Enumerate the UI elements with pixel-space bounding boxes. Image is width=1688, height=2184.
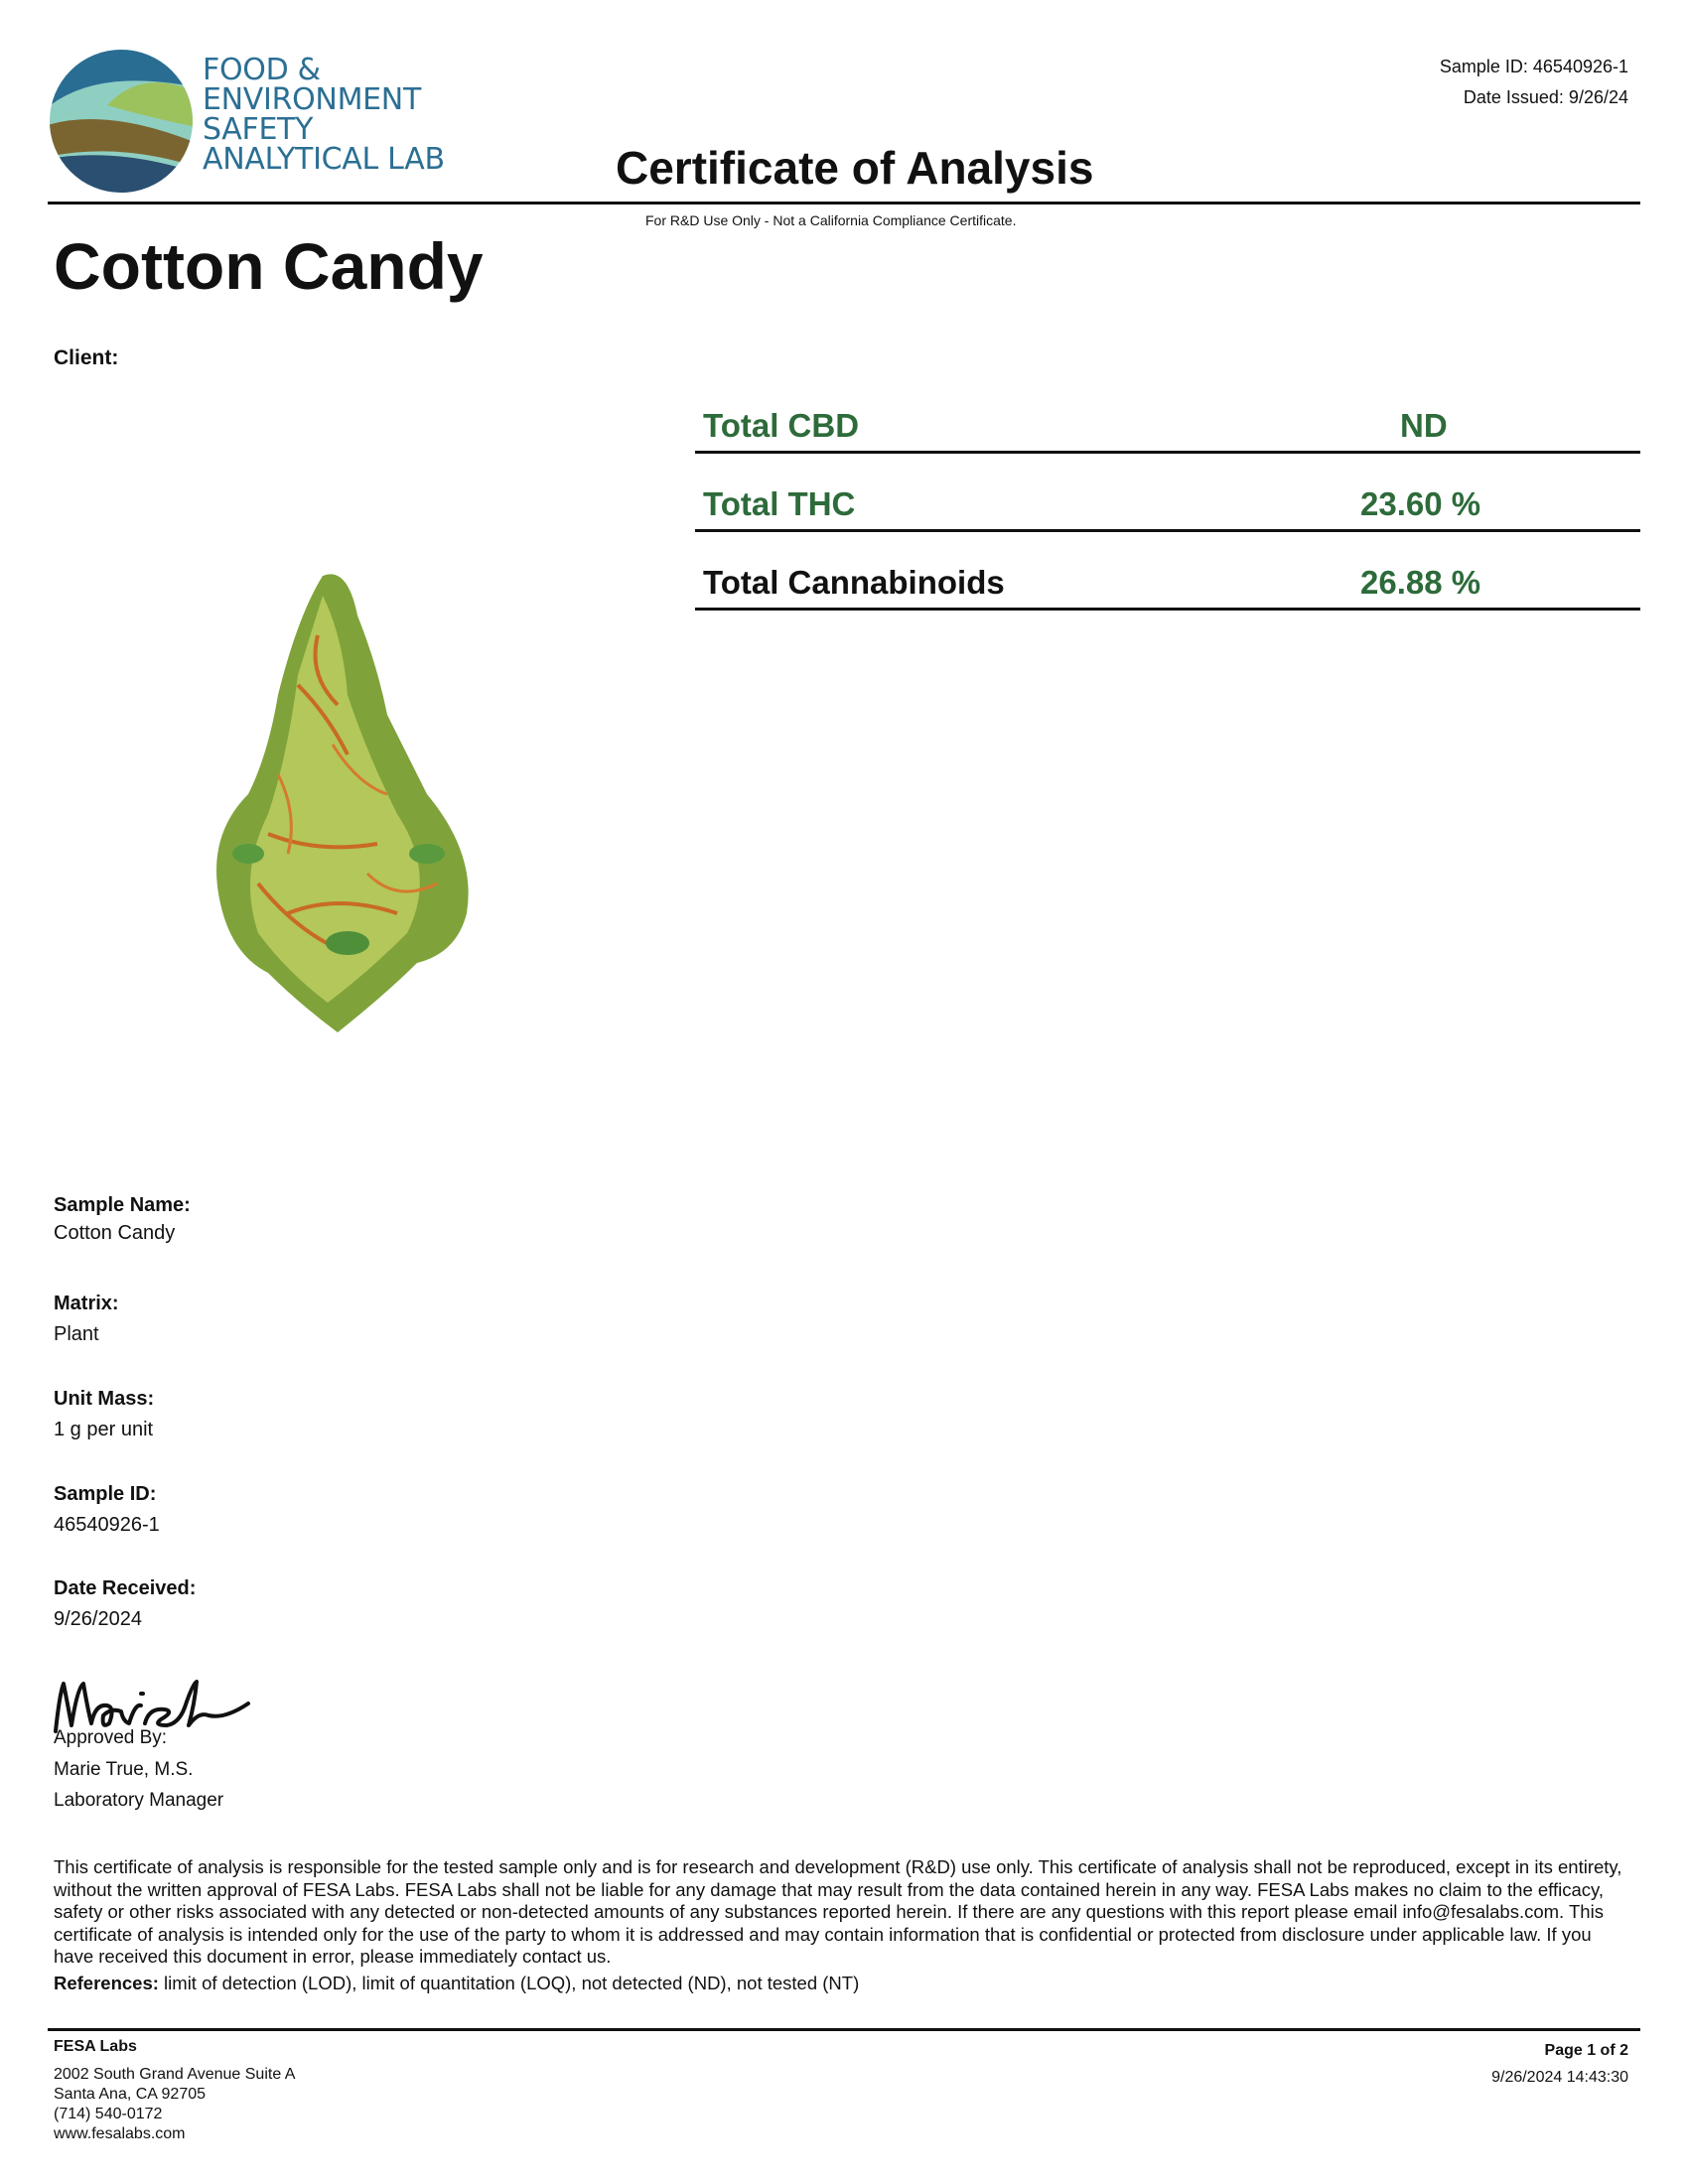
references — [54, 1973, 859, 1994]
date-received-value: 9/26/2024 — [54, 1608, 142, 1630]
summary-label: Total THC — [703, 485, 856, 522]
sample-id-label: Sample ID: — [54, 1483, 157, 1505]
matrix-label: Matrix: — [54, 1293, 119, 1314]
footer-address — [54, 2037, 295, 2144]
approved-by-label: Approved By: — [54, 1727, 168, 1748]
logo-line: ENVIRONMENT — [203, 82, 421, 117]
sample-id-value: 46540926-1 — [54, 1514, 160, 1536]
lab-logo — [48, 48, 465, 195]
summary-row-total-cannabinoids — [695, 558, 1640, 611]
footer-address-line: Santa Ana, CA 92705 — [54, 2086, 207, 2103]
footer-timestamp: 9/26/2024 14:43:30 — [1491, 2069, 1628, 2086]
summary-value: ND — [1400, 407, 1448, 444]
footer-company: FESA Labs — [54, 2038, 137, 2055]
footer-address-line: 2002 South Grand Avenue Suite A — [54, 2066, 296, 2083]
approver-name: Marie True, M.S. — [54, 1759, 194, 1780]
footer-divider — [48, 2028, 1640, 2031]
logo-line: ANALYTICAL LAB — [203, 142, 445, 177]
approver-role: Laboratory Manager — [54, 1790, 224, 1811]
product-title: Cotton Candy — [54, 229, 484, 303]
logo-line: SAFETY — [203, 112, 314, 147]
matrix-value: Plant — [54, 1323, 99, 1345]
summary-row-thc — [695, 479, 1640, 532]
sample-name-label: Sample Name: — [54, 1194, 191, 1216]
lab-logo-wordmark — [203, 53, 445, 177]
meta-date-issued: Date Issued: 9/26/24 — [1463, 87, 1628, 107]
footer-website[interactable]: www.fesalabs.com — [54, 2125, 186, 2142]
footer-phone: (714) 540-0172 — [54, 2106, 163, 2122]
unit-mass-value: 1 g per unit — [54, 1419, 154, 1440]
header-divider — [48, 202, 1640, 205]
summary-label: Total Cannabinoids — [703, 564, 1005, 601]
references-text: limit of detection (LOD), limit of quantitation (LOQ), not detected (ND), not tested (NT) — [158, 1973, 860, 1993]
footer-page-info — [1491, 2037, 1628, 2091]
document-meta — [1440, 52, 1628, 113]
summary-row-cbd — [695, 401, 1640, 454]
rd-disclaimer: For R&D Use Only - Not a California Compliance Certificate. — [645, 212, 1017, 228]
summary-label: Total CBD — [703, 407, 860, 444]
document-title: Certificate of Analysis — [616, 142, 1094, 194]
lab-logo-mark — [48, 48, 197, 195]
summary-value: 26.88 % — [1360, 564, 1481, 601]
date-received-label: Date Received: — [54, 1577, 197, 1599]
page-number: Page 1 of 2 — [1544, 2042, 1628, 2059]
summary-value: 23.60 % — [1360, 485, 1481, 522]
product-image — [149, 556, 496, 1052]
unit-mass-label: Unit Mass: — [54, 1388, 155, 1410]
sample-name-value: Cotton Candy — [54, 1222, 176, 1244]
references-label: References: — [54, 1973, 159, 1993]
legal-disclaimer: This certificate of analysis is responsible for the tested sample only and is for research and development (R&D) use only. This certificate of analysis shall not be reproduced, except in its entirety, without the written approval of FESA Labs. FESA Labs shall not be liable for any damage that may result from the data contained herein in any way. FESA Labs makes no claim to the efficacy, safety or other risks associated with any detected or non-detected amounts of any substances reported herein. If there are any questions with this report please email info@fesalabs.com. This certificate of analysis is intended only for the use of the party to whom it is addressed and may contain information that is confidential or protected from disclosure under applicable law. If you have received this document in error, please immediately contact us. — [54, 1856, 1622, 1967]
logo-line: FOOD & — [203, 53, 321, 87]
client-label: Client: — [54, 346, 119, 369]
meta-sample-id: Sample ID: 46540926-1 — [1439, 57, 1628, 76]
